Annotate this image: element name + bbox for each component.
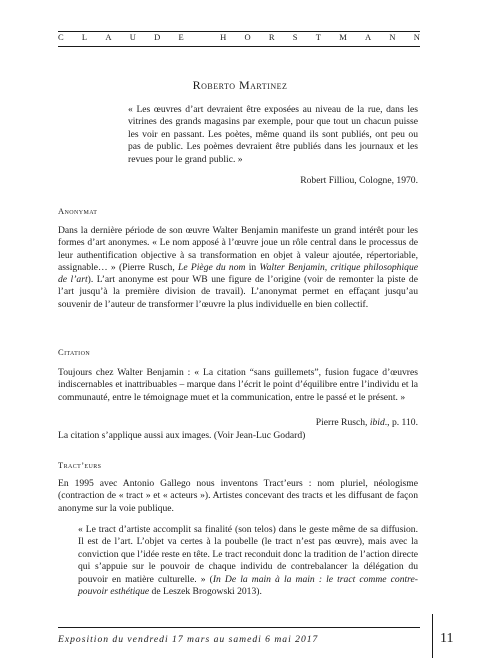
running-head-letter: E: [178, 32, 184, 42]
running-head-letter: A: [105, 32, 112, 42]
epigraph-source-text: Robert Filliou, Cologne, 1970.: [300, 175, 418, 186]
running-head-letter: H: [220, 32, 227, 42]
citation-source: [58, 417, 418, 428]
running-head: [58, 32, 420, 42]
paragraph-text: ). L’art anonyme est pour WB une figure de l’origine (voir de remonter la piste de l’art jusqu’à la première division de travail). L’anonymat permet en effaçant jusqu’au souvenir de l’auteur de transformer l’œuvre la plus individuelle en bien collectif.: [58, 274, 418, 310]
paragraph-tracteurs: En 1995 avec Antonio Gallego nous inventons Tract’eurs : nom pluriel, néologisme (contraction de « tract » et « acteurs »). Artistes concevant des tracts et les diffusant de façon anonyme sur la voie publique.: [58, 478, 418, 514]
paragraph-text: in: [245, 261, 260, 273]
running-head-letter: S: [292, 32, 298, 42]
quote-text: « Le tract d’artiste accomplit sa finalité (son telos) dans le geste même de sa diffusion. Il est de l’art. L’objet va certes à la poubelle (le tract n’est pas œuvre), mais avec la conviction que l’idée reste en tête. Le tract reconduit donc la tradition de l’action directe qui s’appuie sur le pouvoir de chaque individu de contrebalancer la délégation du pouvoir en matière culturelle. » (: [78, 524, 418, 585]
running-head-letter: L: [81, 32, 88, 42]
section-heading-citation: Citation: [58, 347, 91, 357]
running-head-letter: N: [413, 32, 420, 42]
paragraph-anonymat: [58, 225, 418, 311]
book-title: Walter Benjamin, critique philosophique de l’art: [58, 261, 418, 286]
epigraph-source: [128, 175, 418, 186]
running-head-letter: D: [154, 32, 161, 42]
page-number: 11: [440, 631, 454, 646]
epigraph-quote: « Les œuvres d’art devraient être exposées au niveau de la rue, dans les vitrines des grands magasins par exemple, pour que tout un chacun puisse les voir en passant. Les poètes, même quand ils sont publiés, ont peu ou pas de public. Les poèmes devraient être publiés dans les journaux et les revues pour le grand public. »: [128, 104, 418, 165]
citation-source-text: Pierre Rusch,: [315, 417, 370, 428]
article-title: Roberto Martinez: [192, 78, 288, 92]
running-head-letter: M: [339, 32, 347, 42]
footer-text: Exposition du vendredi 17 mars au samedi 6 mai 2017: [58, 634, 319, 645]
running-head-letter: C: [58, 32, 64, 42]
footer-rule: [58, 627, 420, 628]
paragraph-citation: Toujours chez Walter Benjamin : « La citation “sans guillemets”, fusion fugace d’œuvres indiscernables et inattribuables – marque dans l’écrit le point d’équilibre entre l’individu et la communauté, entre le témoignage muet et la communication, entre le passé et le présent. »: [58, 367, 418, 403]
paragraph-citation-followup: La citation s’applique aussi aux images. (Voir Jean-Luc Godard): [58, 430, 306, 441]
quote-block-tracteurs: [78, 524, 418, 598]
citation-source-page: ., p. 110.: [384, 417, 418, 428]
section-heading-anonymat: Anonymat: [58, 206, 98, 216]
section-heading-tracteurs: Tract’eurs: [58, 460, 102, 470]
book-title: Le Piège du nom: [178, 261, 246, 273]
running-head-letter: A: [365, 32, 372, 42]
running-head-letter: N: [389, 32, 396, 42]
quote-reference: In De la main à la main : le tract comme contre-pouvoir esthétique: [78, 573, 418, 598]
citation-source-ibid: ibid: [369, 417, 385, 428]
paragraph-text: Dans la dernière période de son œuvre Walter Benjamin manifeste un grand intérêt pour les formes d’art anonymes. « Le nom apposé à l’œuvre joue un rôle central dans le processus de leur authentification objective à sa transformation en objet à valeur ajoutée, répertoriable, assignable… » (Pierre Rusch,: [58, 225, 418, 273]
running-head-letter: T: [315, 32, 321, 42]
page-number-divider: [432, 614, 433, 658]
quote-text: de Leszek Brogowski 2013).: [149, 586, 262, 598]
running-head-letter: R: [268, 32, 275, 42]
running-head-letter: U: [129, 32, 136, 42]
head-rule: [58, 46, 420, 47]
running-head-letter: O: [244, 32, 251, 42]
